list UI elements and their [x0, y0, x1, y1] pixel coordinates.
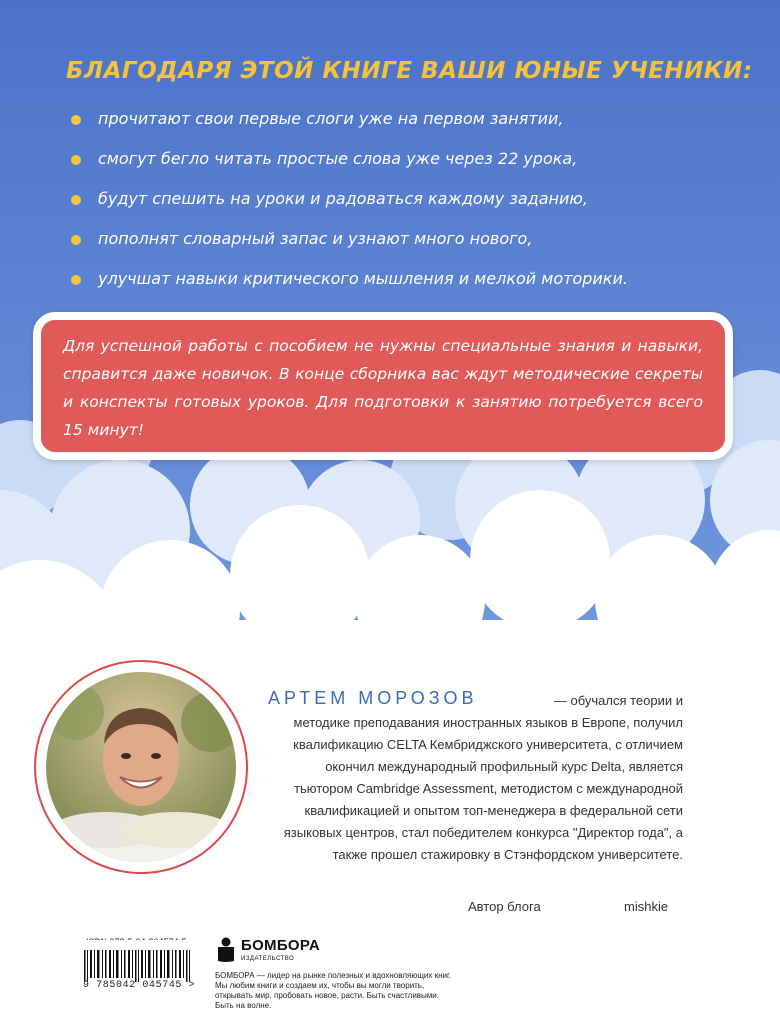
author-bio: — обучался теории и методике преподавания иностранных языков в Европе, получил квалификацию CELTA Кембриджского университета, с отличием окончил международный профильный курс Delta, является тьютором Cambridge Assessment, методистом с международной квалификацией и опытом топ-менеджера в федеральной сети языковых центров, стал победителем конкурса "Директор года", а также прошел стажировку в Стэнфордском университете.: [283, 693, 683, 862]
bullet-dot-icon: [71, 235, 81, 245]
author-photo: [46, 672, 236, 862]
benefit-item: [70, 266, 750, 306]
benefits-heading: БЛАГОДАРЯ ЭТОЙ КНИГЕ ВАШИ ЮНЫЕ УЧЕНИКИ:: [66, 58, 753, 84]
publisher-name: БОМБОРА: [241, 937, 321, 954]
benefit-text: улучшат навыки критического мышления и мелкой моторики.: [98, 269, 628, 288]
benefits-list: [70, 106, 750, 306]
blog-name: mishkie: [624, 899, 669, 914]
benefit-item: [70, 226, 750, 266]
benefit-item: [70, 186, 750, 226]
barcode-number: 9 785042 045745 >: [83, 980, 196, 991]
benefit-item: [70, 146, 750, 186]
benefit-text: смогут бегло читать простые слова уже через 22 урока,: [98, 149, 578, 168]
bullet-dot-icon: [71, 275, 81, 285]
blog-label: Автор блога: [468, 899, 541, 914]
author-name: АРТЕМ МОРОЗОВ: [268, 688, 478, 708]
bullet-dot-icon: [71, 115, 81, 125]
benefit-item: [70, 106, 750, 146]
callout-box: [33, 312, 733, 460]
publisher-logo-icon: [215, 937, 237, 963]
publisher-description: БОМБОРА — лидер на рынке полезных и вдохновляющих книг. Мы любим книги и создаем их, чтобы вы могли творить, открывать мир, пробовать новое, расти. Быть счастливыми. Быть на волне.: [215, 971, 452, 1010]
publisher-subtitle: ИЗДАТЕЛЬСТВО: [241, 956, 295, 962]
benefit-text: будут спешить на уроки и радоваться каждому заданию,: [98, 189, 588, 208]
callout-text: Для успешной работы с пособием не нужны специальные знания и навыки, справится даже новичок. В конце сборника вас ждут методические секреты и конспекты готовых уроков. Для подготовки к занятию потребуется всего 15 минут!: [63, 337, 703, 439]
benefit-text: пополнят словарный запас и узнают много нового,: [98, 229, 533, 248]
bullet-dot-icon: [71, 155, 81, 165]
benefit-text: прочитают свои первые слоги уже на первом занятии,: [98, 109, 564, 128]
bullet-dot-icon: [71, 195, 81, 205]
